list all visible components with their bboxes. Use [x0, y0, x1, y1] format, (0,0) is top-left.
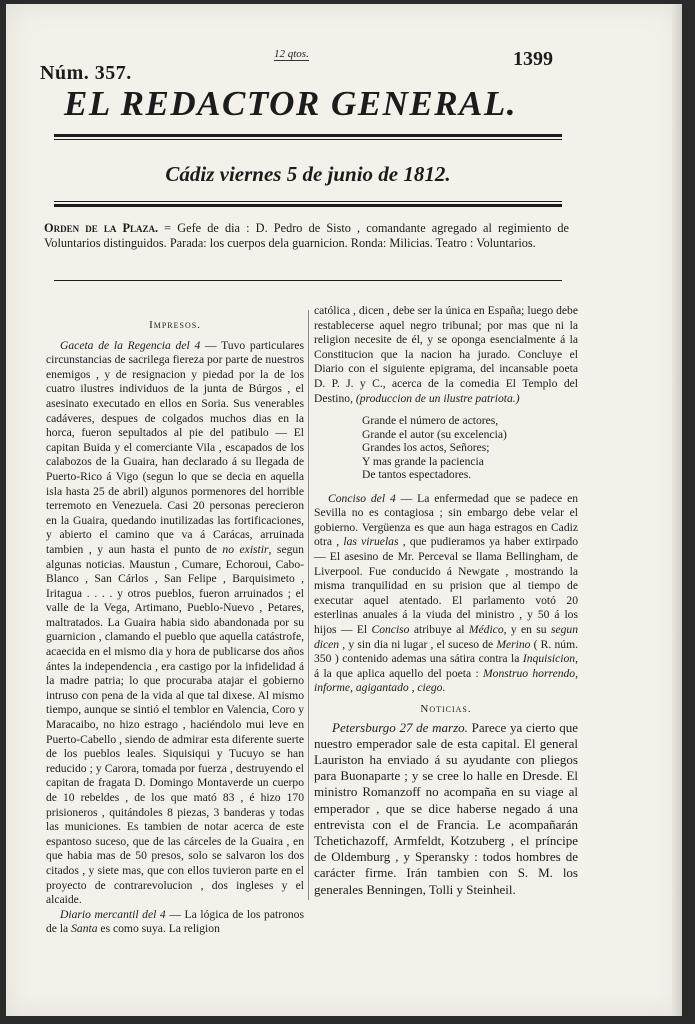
- orden-label: Orden de la Plaza.: [44, 221, 159, 235]
- diario-continued-text: católica , dicen , debe ser la única en España; luego debe restablecerse aquel negro tribunal; por mas que ni la religion necesite de él, y se oponga esencialmente á la Constitucion que la nacion ha jurado. Concluye el Diario con el siguiente epigrama, del incansable poeta D. P. J. y C., acerca de la comedia El Templo del Destino,: [314, 304, 578, 405]
- issue-price: 12 qtos.: [274, 48, 309, 60]
- orden-text: = Gefe de dia : D. Pedro de Sisto , comandante agregado al regimiento de Voluntarios distinguidos. Parada: los cuerpos dela guarnicion. Ronda: Milicias. Teatro : Voluntarios.: [44, 221, 569, 250]
- conciso-em: Médico: [468, 623, 504, 636]
- issue-number: Núm. 357.: [40, 62, 132, 84]
- dateline-rule-thin: [54, 201, 562, 202]
- conciso-paragraph: [314, 492, 578, 696]
- masthead-title: EL REDACTOR GENERAL.: [64, 84, 518, 123]
- conciso-lead: Conciso del 4: [328, 491, 396, 505]
- conciso-em: Monstruo horrendo, informe, agigantado , ciego.: [314, 666, 578, 695]
- newspaper-page: [6, 4, 682, 1016]
- epigram-line: Grandes los actos, Señores;: [362, 441, 490, 455]
- epigram-line: De tantos espectadores.: [362, 468, 472, 482]
- conciso-em: segun dicen: [314, 623, 578, 651]
- masthead-rule-thin: [54, 139, 562, 140]
- page-number: 1399: [513, 48, 553, 70]
- diario-text: — La lógica de los patronos de la: [46, 907, 304, 936]
- epigram-line: Grande el número de actores,: [362, 414, 499, 428]
- gaceta-emphasis: no existir: [222, 542, 269, 556]
- conciso-em: Conciso: [371, 623, 410, 636]
- masthead-rule-top: [54, 134, 562, 137]
- diario-continued: [314, 304, 578, 406]
- dateline: Cádiz viernes 5 de junio de 1812.: [165, 162, 451, 186]
- conciso-text: — La enfermedad que se padece en Sevilla no es contagiosa ; sin embargo debe velar el gobierno. Vergüenza es que aun haga estragos en Cadiz otra ,: [314, 491, 579, 549]
- epigram-line: Grande el autor (su excelencia): [362, 427, 507, 441]
- conciso-em: las viruelas: [343, 535, 399, 549]
- section-rule: [54, 280, 562, 281]
- gaceta-text: — Tuvo particulares circunstancias de sacrilega fiereza por parte de nuestros enemigos , y de resignacion y piedad por la de los cuatro ilustres individuos de la junta de Búrgos , el asesinato executado en ellos en Soria. Sus venerables cadáveres, despues de colgados muchos dias en la horca, fueron sepultados al pie del patibulo — El capitan Buida y el comerciante Vila , escapados de los calabozos de la Guaira, han declarado á su llegada de Puerto-Rico á Vigo (segun lo que se decia en aquella isla hasta 25 de abril) algunos pormenores del horrible terremoto en Venezuela. Casi 20 personas perecieron en la Guaira, quedando inutilizadas las fortificaciones, y abierto el camino que va á Carácas, arruinada tambien , y aun hasta el punto de: [46, 338, 304, 556]
- petersburgo-lead: Petersburgo 27 de marzo.: [332, 719, 468, 735]
- conciso-text: , y en su: [503, 623, 551, 636]
- gaceta-paragraph: [46, 339, 304, 908]
- noticias-heading: Noticias.: [420, 702, 472, 715]
- diario-paragraph: [46, 908, 304, 937]
- petersburgo-paragraph: [314, 720, 578, 898]
- column-divider: [308, 310, 309, 900]
- conciso-em: Inquisicion: [522, 652, 576, 666]
- conciso-text: atribuye al: [409, 623, 469, 636]
- gaceta-text-cont: , segun algunas noticias. Maustun , Cumare, Echoroui, Cabo-Blanco , San Cárlos , San Felipe , Barquisimeto , Iritagua . . . . y otros pueblos, fueron arruinados ; el valle de la Vega, Artimano, Pueblo-Nuevo , Petares, maltratados. La Guaira habia sido abandonada por su guarnicion , clamando el pueblo que aquella catástrofe, acaecida en el mismo dia y hora de publicarse dos años ántes la independencia , era castigo por la infidelidad á la madre patria; lo que procuraba atajar el gobierno intruso con pena de la vida al que tal dixese. Al mismo tiempo, aunque se sintió el temblor en Valencia, Coro y Maracaibo, no hizo estrago , haciéndolo mui leve en Puerto-Cabello , siendo de admirar esta diferente suerte de los pueblos leales. Siquisiqui y Tucuyo se han reducido ; y Carora, tomada por fuerza , destruyendo el capitan de fragata D. Domingo Montaverde un cuerpo de 10 rebeldes , de los que mató 83 , é hizo 170 prisioneros , quitándoles 8 piezas, 3 banderas y todas las municiones. Es tambien de notar acerca de este espantoso suceso, que de las cárceles de la Guaira , en que habia mas de 50 presos, solo se salvaron los dos citados , y siete mas, que con ellos tuvieron parte en el proyecto de contrarevolucion , dos ingleses y el alcaide.: [46, 542, 304, 907]
- right-column: [314, 304, 578, 898]
- petersburgo-text: Parece ya cierto que nuestro emperador sale de esta capital. El general Lauriston ha enviado á su ayudante con pliegos para Buonaparte ; y se cree lo halle en Dresde. El ministro Romanzoff no acompaña en su viage al emperador , que se dice haberse negado á una entrevista con el de Francia. Le acompañarán Tchetichazoff, Armfeldt, Kotzuberg , el príncipe de Oldemburg , y Speransky : todos hombres de carácter firme. Irán tambien con S. M. los generales Benningen, Tolli y Steinheil.: [314, 719, 578, 897]
- epigram-line: Y mas grande la paciencia: [362, 454, 484, 468]
- conciso-text: ( R. núm. 350 ) contenido ademas una sátira contra la: [314, 637, 578, 666]
- left-column: [46, 314, 304, 937]
- page-edge: [672, 4, 682, 1016]
- orden-de-la-plaza: [44, 221, 569, 251]
- diario-emphasis: Santa: [71, 922, 98, 936]
- diario-text-cont: es como suya. La religion: [97, 922, 220, 936]
- diario-lead: Diario mercantil del 4: [60, 907, 166, 921]
- diario-continued-emphasis: (produccion de un ilustre patriota.): [352, 391, 520, 405]
- impresos-heading: Impresos.: [149, 319, 201, 331]
- dateline-rule-thick: [54, 204, 562, 207]
- conciso-text: , á la que aplica aquello del poeta :: [314, 652, 578, 680]
- conciso-text: , que pudieramos ya haber extirpado — El asesino de Mr. Perceval se llama Bellingham, de Liverpool. Fue conducido á Newgate , mostrando la misma tranquilidad en su prision que al tiempo de executar aquel atentado. El parlamento votó 20 esterlinas anuales á la viuda del ministro , y 50 á los hijos — El: [314, 535, 579, 636]
- noticias-body: [314, 720, 578, 898]
- conciso-text: , y sin dia ni lugar , el suceso de: [339, 637, 497, 651]
- epigram: [362, 414, 578, 482]
- conciso-em: Merino: [496, 637, 531, 651]
- gaceta-lead: Gaceta de la Regencia del 4: [60, 338, 201, 352]
